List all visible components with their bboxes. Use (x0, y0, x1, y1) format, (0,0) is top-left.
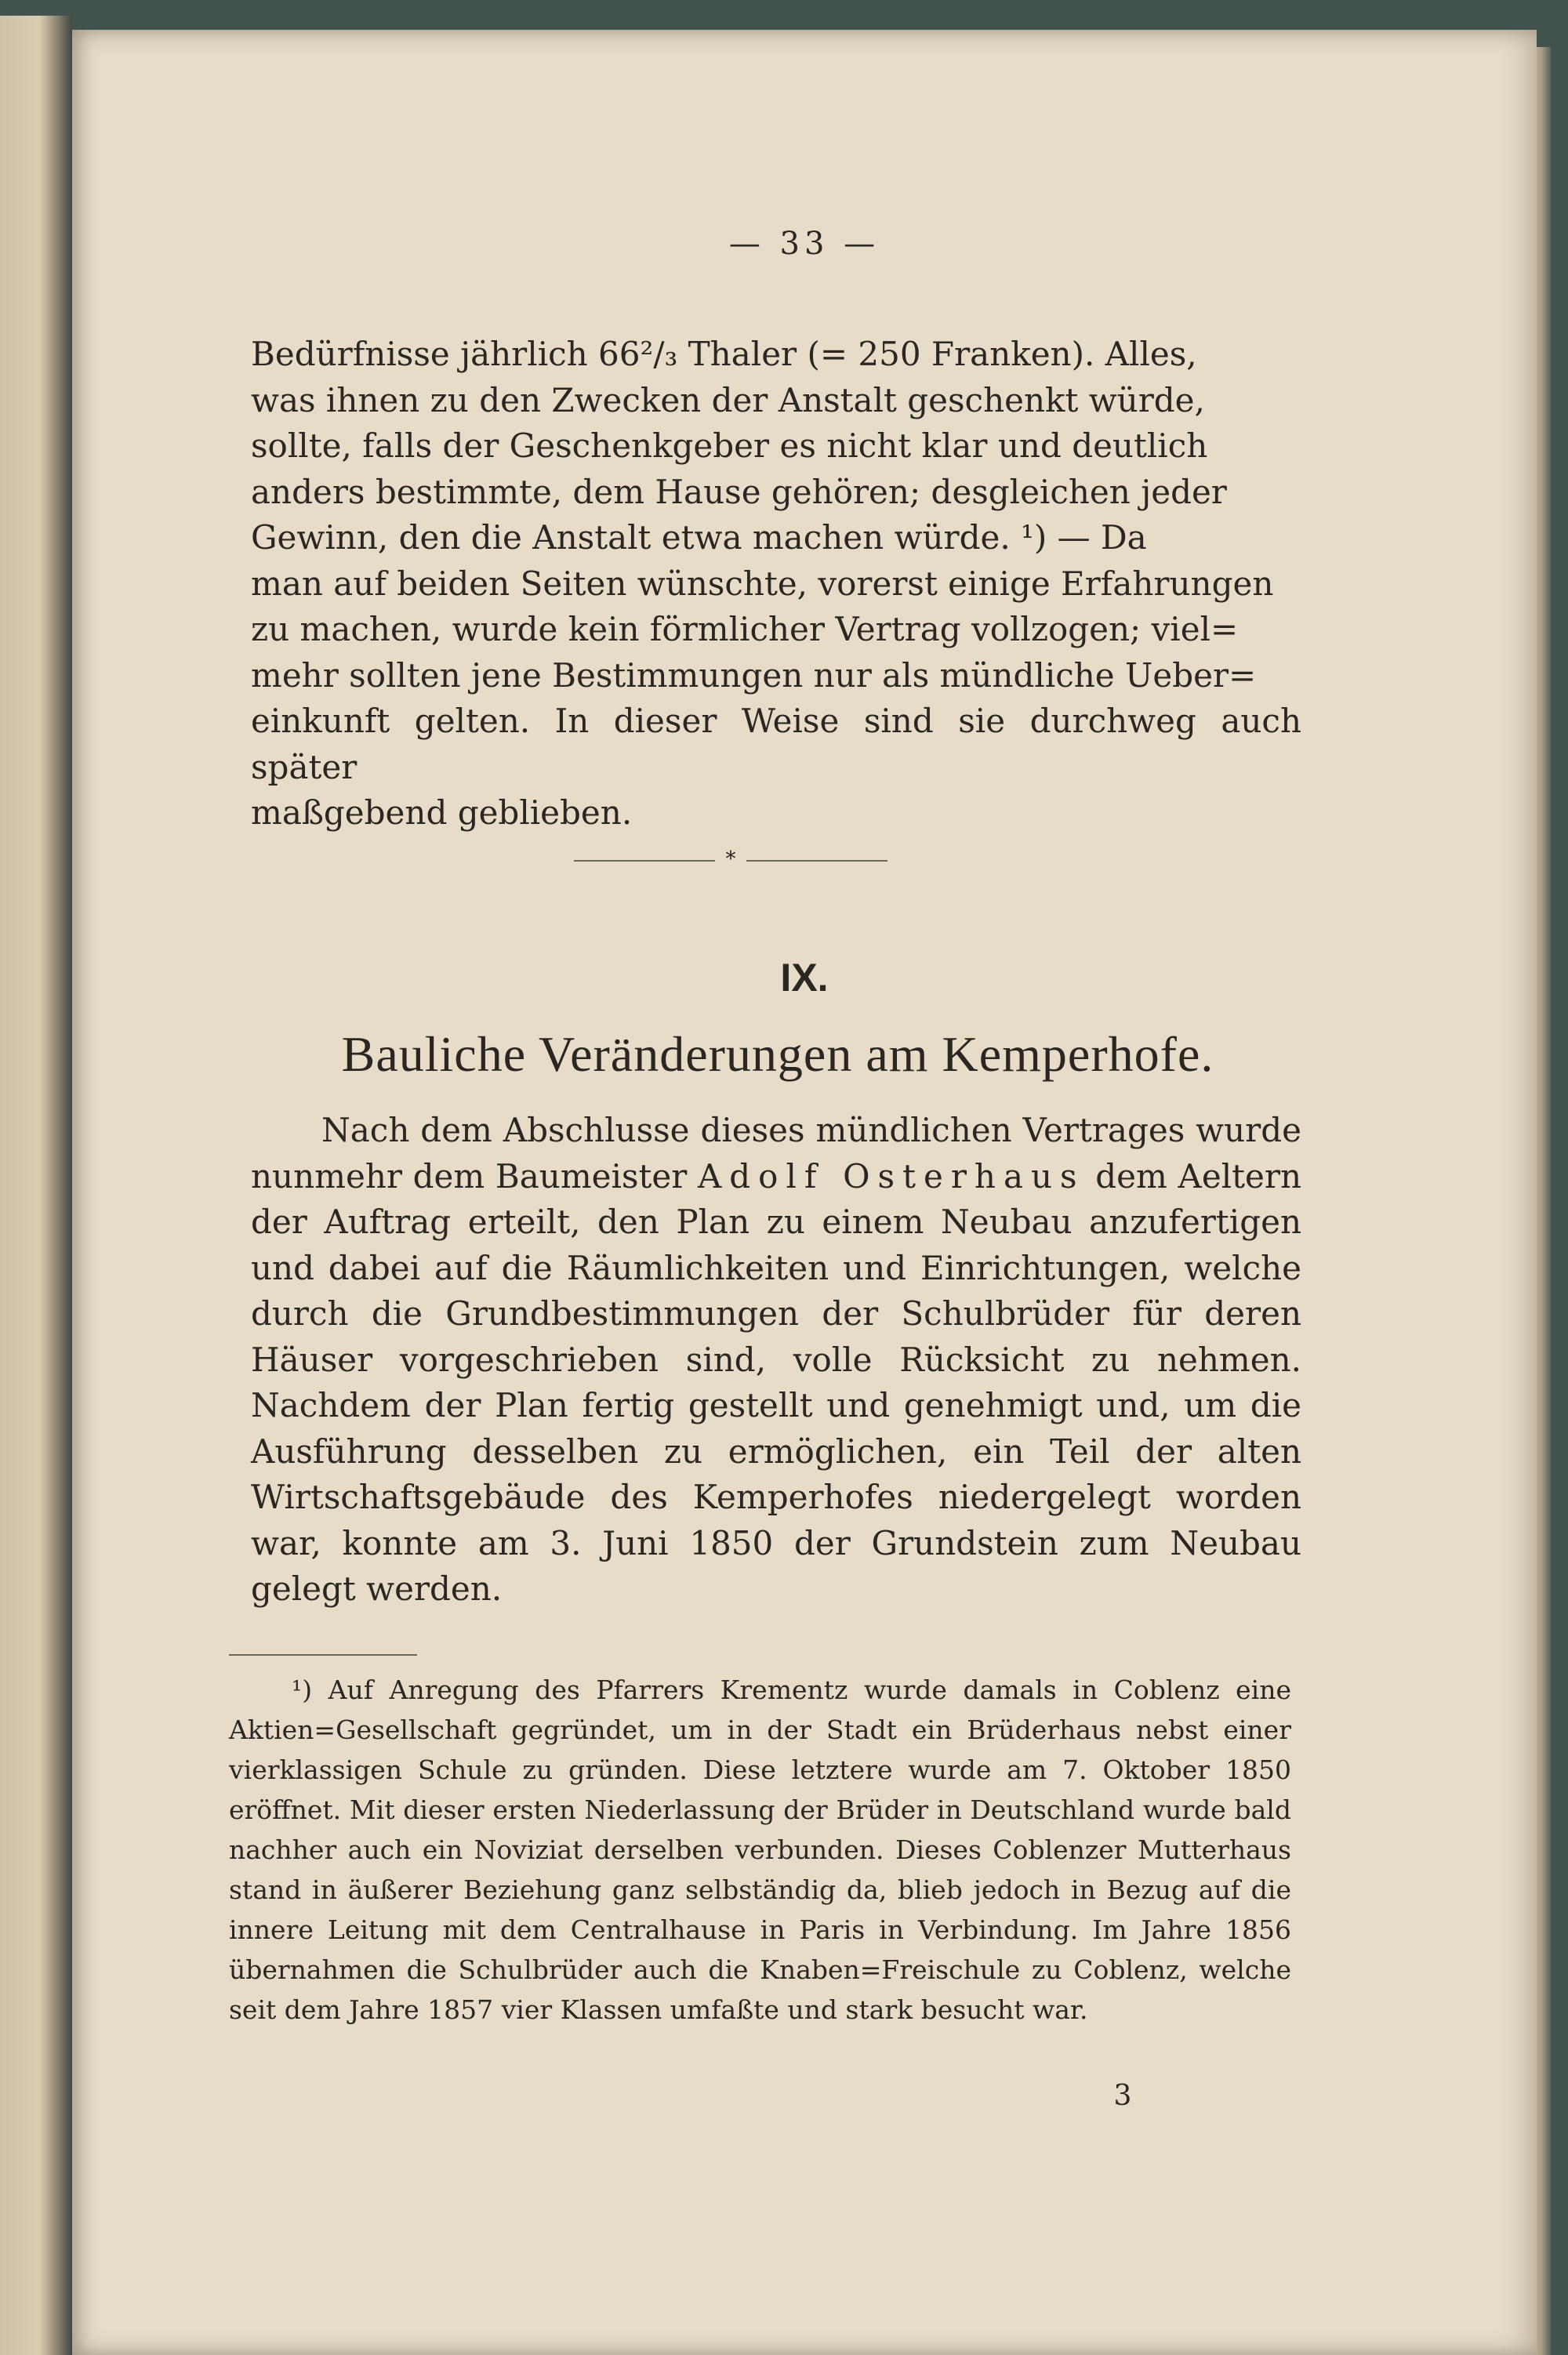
footnote (229, 1670, 1291, 2030)
paragraph-top-line: zu machen, wurde kein förmlicher Vertrag vollzogen; viel= (251, 610, 1239, 648)
paragraph-top (251, 332, 1301, 836)
paragraph-top-line: mehr sollten jene Bestimmungen nur als mündliche Ueber= (251, 655, 1257, 695)
book-page (72, 30, 1537, 2355)
chapter-title: Bauliche Veränderungen am Kemperhofe. (341, 1026, 1214, 1082)
footnote-text: ¹) Auf Anregung des Pfarrers Krementz wurde damals in Coblenz eine Aktien=Gesellschaft gegründet, um in der Stadt ein Brüderhaus nebst einer vierklassigen Schule zu gründen. Diese letztere wurde am 7. Oktober 1850 eröffnet. Mit dieser ersten Niederlassung der Brüder in Deutschland wurde bald nachher auch ein Noviziat derselben verbunden. Dieses Coblenzer Mutterhaus stand in äußerer Beziehung ganz selbständig da, blieb jedoch in Bezug auf die innere Leitung mit dem Centralhause in Paris in Verbindung. Im Jahre 1856 übernahmen die Schulbrüder auch die Knaben=Freischule zu Coblenz, welche seit dem Jahre 1857 vier Klassen umfaßte und stark besucht war. (229, 1675, 1291, 2025)
paragraph-top-line: was ihnen zu den Zwecken der Anstalt geschenkt würde, (251, 380, 1205, 419)
architect-name: Adolf Osterhaus (697, 1156, 1085, 1196)
paragraph-top-line: maßgebend geblieben. (251, 793, 633, 832)
signature-mark: 3 (1113, 2080, 1132, 2112)
paragraph-top-line: Bedürfnisse jährlich 66²/₃ Thaler (= 250 Franken). Alles, (251, 335, 1197, 373)
footnote-rule (229, 1654, 417, 1656)
paragraph-top-line: einkunft gelten. In dieser Weise sind sie durchweg auch später (251, 702, 1301, 786)
section-divider (574, 849, 887, 873)
page-number: — 33 — (728, 226, 880, 262)
paragraph-top-line: Gewinn, den die Anstalt etwa machen würde. ¹) — Da (251, 518, 1147, 557)
divider-line-right (746, 860, 887, 862)
paragraph-second-text-a: Nach dem Abschlusse dieses mündlichen Vertrages wurde nunmehr dem Baumeister (251, 1111, 1301, 1196)
left-page-edge (0, 16, 72, 2355)
paragraph-top-line: sollte, falls der Geschenkgeber es nicht klar und deutlich (251, 426, 1208, 465)
divider-asterisk: * (725, 847, 736, 871)
paragraph-top-line: man auf beiden Seiten wünschte, vorerst einige Erfahrungen (251, 564, 1274, 603)
paragraph-second-text-b: dem Aeltern der Auftrag erteilt, den Plan zu einem Neubau anzufertigen und dabei auf die Räumlichkeiten und Einrichtungen, welche durch die Grundbestimmungen der Schulbrüder für deren Häuser vorgeschrieben sind, volle Rücksicht zu nehmen. Nachdem der Plan fertig gestellt und genehmigt und, um die Ausführung desselben zu ermöglichen, ein Teil der alten Wirtschaftsgebäude des Kemperhofes niedergelegt worden war, konnte am 3. Juni 1850 der Grundstein zum Neubau gelegt werden. (251, 1156, 1301, 1608)
paragraph-second (251, 1108, 1301, 1613)
divider-line-left (574, 860, 715, 862)
paragraph-top-line: anders bestimmte, dem Hause gehören; desgleichen jeder (251, 472, 1227, 511)
chapter-number: IX. (780, 956, 829, 1000)
